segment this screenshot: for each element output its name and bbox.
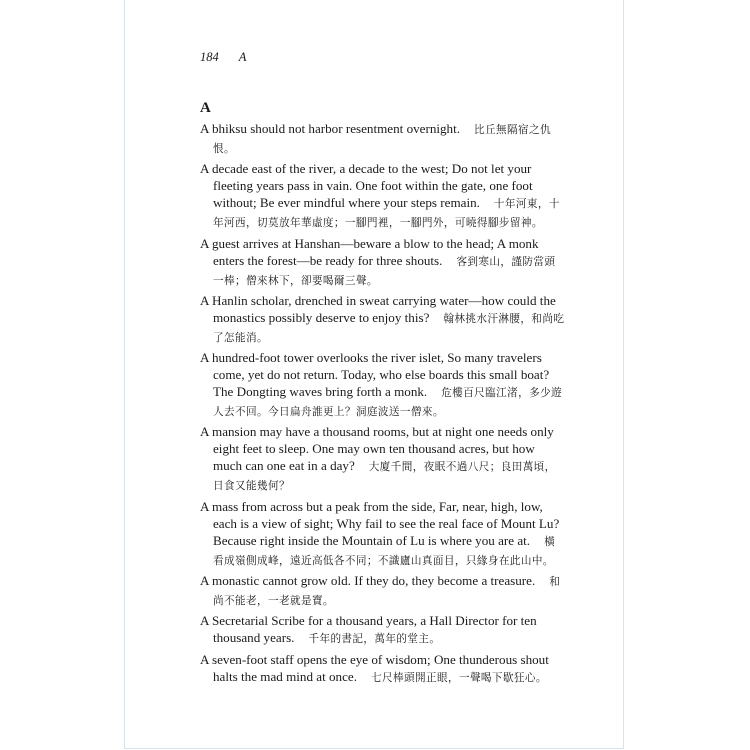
entry	[200, 349, 566, 421]
entry	[200, 423, 566, 495]
running-head	[200, 50, 246, 65]
entry-english: A mansion may have a thousand rooms, but at night one needs only eight feet to sleep. One may own ten thousand acres, but how much can one eat in a day?	[200, 424, 554, 474]
entry-english: A bhiksu should not harbor resentment overnight.	[200, 121, 461, 136]
entry	[200, 235, 566, 290]
entry-chinese: 和尚不能老，一老就是寶。	[213, 576, 561, 608]
entry-english: A seven-foot staff opens the eye of wisdom; One thunderous shout halts the mad mind at once.	[200, 651, 549, 684]
entry-english: A mass from across but a peak from the side, Far, near, high, low, each is a view of sight; Why fail to see the real face of Mount Lu? Because right inside the Mountain of Lu is where you are at.	[200, 498, 560, 548]
entry-chinese: 千年的書記，萬年的堂主。	[308, 633, 441, 646]
entry	[200, 292, 566, 347]
entry-chinese: 翰林挑水汗淋腰，和尚吃了怎能消。	[213, 312, 565, 344]
entry-chinese: 客到寒山，謹防當頭一棒；僧來林下，卻要喝爾三聲。	[213, 255, 556, 287]
entry-chinese: 七尺棒頭開正眼，一聲喝下歇狂心。	[371, 671, 547, 684]
entry-chinese: 大廈千間，夜眠不過八尺；良田萬頃，日食又能幾何？	[213, 461, 556, 493]
entry-english: A hundred-foot tower overlooks the river islet, So many travelers come, yet do not return. Today, who else boards this small boat? The Dongting waves bring forth a monk.	[200, 350, 550, 400]
entry-english: A decade east of the river, a decade to the west; Do not let your fleeting years pass in vain. One foot within the gate, one foot without; Be ever mindful where your steps remain.	[200, 161, 533, 211]
section-heading: A	[200, 100, 211, 116]
entry-english: A monastic cannot grow old. If they do, they become a treasure.	[200, 573, 536, 589]
entry	[200, 498, 566, 570]
running-head-section: A	[238, 50, 247, 64]
book-page	[124, 0, 624, 749]
entry-chinese: 比丘無隔宿之仇恨。	[213, 124, 551, 155]
entry-chinese: 十年河東，十年河西，切莫放年華虛度；一腳門裡，一腳門外，可曉得腳步留神。	[213, 198, 560, 230]
entry-chinese: 危樓百尺臨江渚，多少遊人去不回。今日扁舟誰更上？洞庭波送一僧來。	[213, 387, 563, 419]
entry-english: A Secretarial Scribe for a thousand years, a Hall Director for ten thousand years.	[200, 613, 537, 646]
entry-english: A guest arrives at Hanshan—beware a blow to the head; A monk enters the forest—be ready for three shouts.	[200, 235, 539, 268]
entry-english: A Hanlin scholar, drenched in sweat carrying water—how could the monastics possibly deserve to enjoy this?	[200, 292, 556, 325]
entry	[200, 120, 566, 158]
page-number: 184	[200, 50, 219, 64]
entry	[200, 572, 566, 610]
entry-chinese: 橫看成嶺側成峰，遠近高低各不同；不識廬山真面目，只緣身在此山中。	[213, 535, 556, 567]
entry	[200, 651, 566, 687]
entry-list	[200, 120, 566, 689]
entry	[200, 612, 566, 648]
entry	[200, 160, 566, 232]
